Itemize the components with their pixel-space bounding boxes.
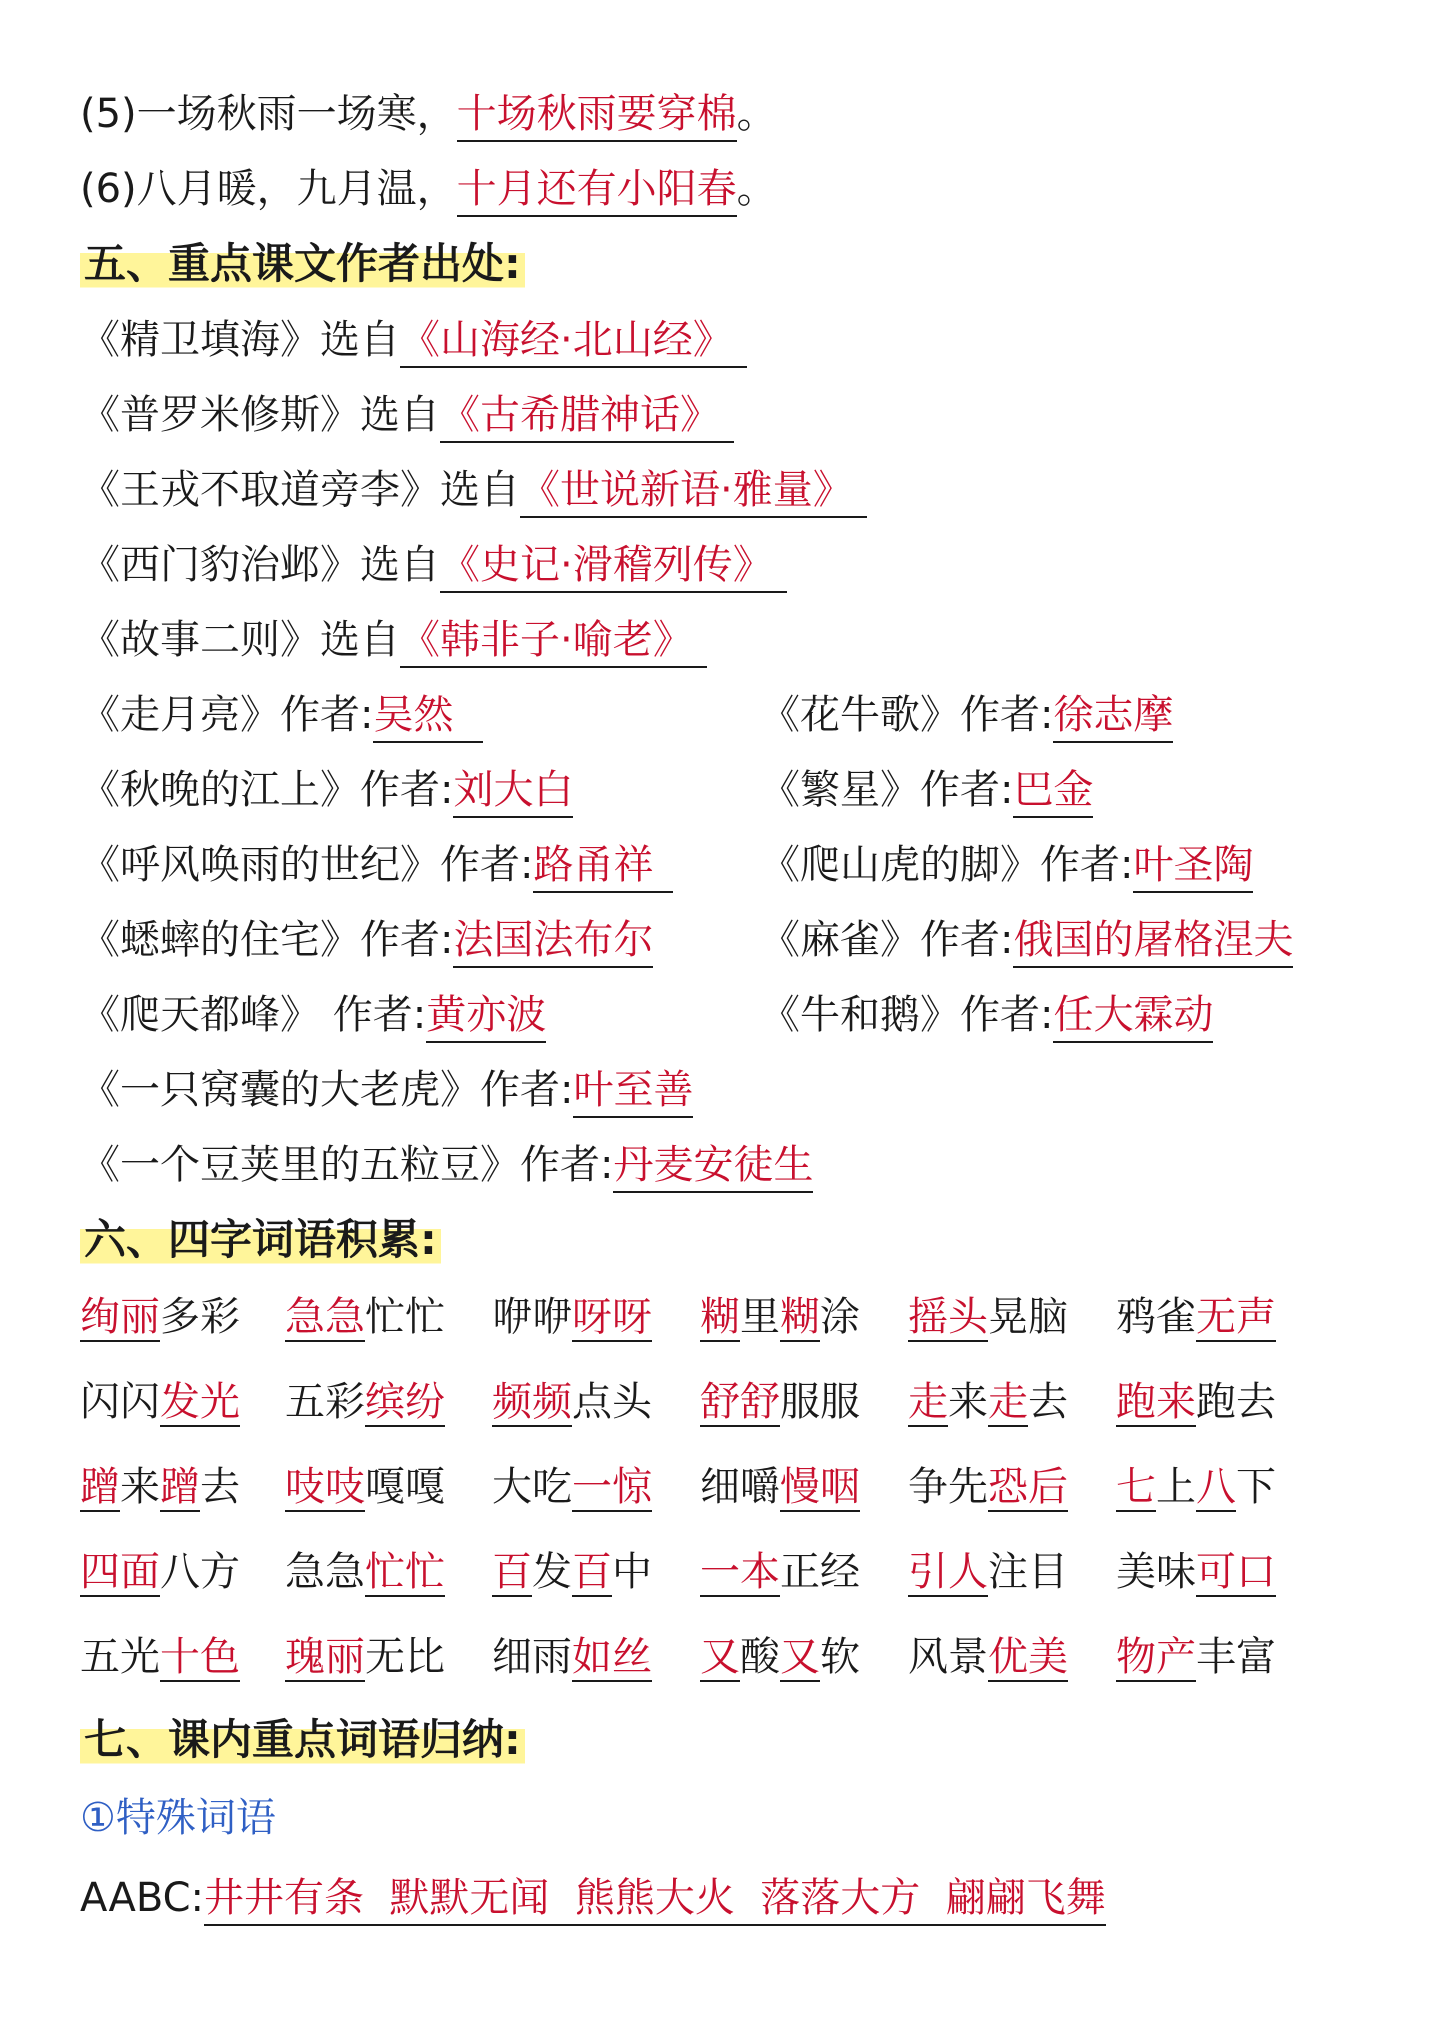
proverb-answer: 十场秋雨要穿棉 <box>457 89 737 142</box>
author-work: 《蟋蟀的住宅》作者: <box>80 917 454 963</box>
author-line <box>80 1062 693 1118</box>
idiom-item <box>1116 1547 1276 1597</box>
idiom-answer: 可口 <box>1196 1549 1276 1595</box>
idiom-item <box>492 1547 652 1597</box>
idiom-answer: 如丝 <box>572 1634 652 1680</box>
idiom-given: 去 <box>1028 1379 1068 1425</box>
author-line <box>760 837 1253 893</box>
author-answer: 吴然 <box>373 690 483 743</box>
idiom-given: 服服 <box>780 1379 860 1425</box>
proverb-prefix: (5)一场秋雨一场寒， <box>80 91 457 137</box>
idiom-given: 细嚼 <box>700 1464 780 1510</box>
idiom-item <box>908 1547 1068 1597</box>
idiom-item <box>700 1377 860 1427</box>
proverb-suffix: 。 <box>736 91 777 137</box>
source-line <box>80 462 867 518</box>
idiom-given: 风景 <box>908 1634 988 1680</box>
author-answer: 黄亦波 <box>426 990 546 1043</box>
idiom-answer: 走 <box>908 1379 948 1425</box>
idiom-answer: 无声 <box>1196 1294 1276 1340</box>
author-answer: 叶圣陶 <box>1133 840 1253 893</box>
idiom-item <box>1116 1377 1276 1427</box>
idiom-item <box>285 1632 445 1682</box>
author-work: 《走月亮》作者: <box>80 692 374 738</box>
aabc-words: 井井有条 默默无闻 熊熊大火 落落大方 翩翩飞舞 <box>204 1873 1106 1926</box>
idiom-item <box>492 1462 652 1512</box>
author-work: 《秋晚的江上》作者: <box>80 767 454 813</box>
idiom-given: 多彩 <box>160 1294 240 1340</box>
idiom-given: 点头 <box>572 1379 652 1425</box>
idiom-given: 中 <box>612 1549 652 1595</box>
idiom-item <box>80 1462 240 1512</box>
source-work: 《王戎不取道旁李》选自 <box>80 467 520 513</box>
author-line <box>80 987 546 1043</box>
idiom-given: 咿咿 <box>492 1294 572 1340</box>
idiom-answer: 走 <box>988 1379 1028 1425</box>
idiom-answer: 蹭 <box>160 1464 200 1510</box>
idiom-answer: 又 <box>780 1634 820 1680</box>
idiom-item <box>1116 1292 1276 1342</box>
idiom-given: 注目 <box>988 1549 1068 1595</box>
idiom-answer: 发光 <box>160 1379 240 1425</box>
author-line <box>80 687 483 743</box>
idiom-item <box>700 1632 860 1682</box>
idiom-item <box>908 1462 1068 1512</box>
idiom-given: 五彩 <box>285 1379 365 1425</box>
author-line <box>760 687 1173 743</box>
idiom-item <box>1116 1462 1276 1512</box>
idiom-item <box>285 1547 445 1597</box>
author-work: 《麻雀》作者: <box>760 917 1014 963</box>
source-line <box>80 612 707 668</box>
source-line <box>80 537 787 593</box>
source-work: 《普罗米修斯》选自 <box>80 392 440 438</box>
author-work: 《花牛歌》作者: <box>760 692 1054 738</box>
idiom-given: 下 <box>1236 1464 1276 1510</box>
idiom-item <box>700 1292 860 1342</box>
idiom-answer: 绚丽 <box>80 1294 160 1340</box>
source-work: 《故事二则》选自 <box>80 617 400 663</box>
idiom-answer: 一本 <box>700 1549 780 1595</box>
author-line <box>760 762 1093 818</box>
author-answer: 徐志摩 <box>1053 690 1173 743</box>
author-line <box>80 1137 813 1193</box>
idiom-given: 无比 <box>365 1634 445 1680</box>
source-line <box>80 387 734 443</box>
author-work: 《呼风唤雨的世纪》作者: <box>80 842 534 888</box>
idiom-answer: 七 <box>1116 1464 1156 1510</box>
idiom-item <box>80 1547 240 1597</box>
author-work: 《一个豆荚里的五粒豆》作者: <box>80 1142 614 1188</box>
idiom-given: 来 <box>120 1464 160 1510</box>
source-answer: 《古希腊神话》 <box>440 390 734 443</box>
source-answer: 《山海经·北山经》 <box>400 315 747 368</box>
idiom-given: 跑去 <box>1196 1379 1276 1425</box>
idiom-given: 争先 <box>908 1464 988 1510</box>
source-line <box>80 312 747 368</box>
proverb-prefix: (6)八月暖，九月温， <box>80 166 457 212</box>
idiom-given: 软 <box>820 1634 860 1680</box>
idiom-given: 五光 <box>80 1634 160 1680</box>
idiom-answer: 八 <box>1196 1464 1236 1510</box>
author-answer: 俄国的屠格涅夫 <box>1013 915 1293 968</box>
author-answer: 任大霖动 <box>1053 990 1213 1043</box>
source-work: 《精卫填海》选自 <box>80 317 400 363</box>
idiom-given: 去 <box>200 1464 240 1510</box>
aabc-line <box>80 1870 1106 1926</box>
author-line <box>80 912 653 968</box>
idiom-answer: 恐后 <box>988 1464 1068 1510</box>
author-work: 《一只窝囊的大老虎》作者: <box>80 1067 574 1113</box>
idiom-answer: 引人 <box>908 1549 988 1595</box>
author-line <box>80 837 673 893</box>
idiom-answer: 糊 <box>700 1294 740 1340</box>
section5-heading: 五、重点课文作者出处: <box>80 236 525 292</box>
idiom-item <box>492 1377 652 1427</box>
idiom-answer: 一惊 <box>572 1464 652 1510</box>
author-line <box>760 987 1213 1043</box>
source-answer: 《世说新语·雅量》 <box>520 465 867 518</box>
author-answer: 法国法布尔 <box>453 915 653 968</box>
idiom-item <box>1116 1632 1276 1682</box>
idiom-answer: 四面 <box>80 1549 160 1595</box>
idiom-item <box>285 1462 445 1512</box>
idiom-answer: 呀呀 <box>572 1294 652 1340</box>
idiom-given: 八方 <box>160 1549 240 1595</box>
idiom-given: 嘎嘎 <box>365 1464 445 1510</box>
section7-heading: 七、课内重点词语归纳: <box>80 1712 525 1768</box>
author-answer: 巴金 <box>1013 765 1093 818</box>
idiom-answer: 蹭 <box>80 1464 120 1510</box>
idiom-answer: 百 <box>572 1549 612 1595</box>
idiom-answer: 优美 <box>988 1634 1068 1680</box>
source-answer: 《史记·滑稽列传》 <box>440 540 787 593</box>
idiom-item <box>80 1377 240 1427</box>
idiom-given: 美味 <box>1116 1549 1196 1595</box>
idiom-answer: 摇头 <box>908 1294 988 1340</box>
idiom-given: 急急 <box>285 1549 365 1595</box>
idiom-answer: 频频 <box>492 1379 572 1425</box>
idiom-given: 上 <box>1156 1464 1196 1510</box>
author-work: 《牛和鹅》作者: <box>760 992 1054 1038</box>
idiom-given: 涂 <box>820 1294 860 1340</box>
idiom-answer: 急急 <box>285 1294 365 1340</box>
section6-heading: 六、四字词语积累: <box>80 1212 441 1268</box>
source-answer: 《韩非子·喻老》 <box>400 615 707 668</box>
idiom-given: 酸 <box>740 1634 780 1680</box>
idiom-item <box>492 1632 652 1682</box>
author-answer: 刘大白 <box>453 765 573 818</box>
idiom-given: 发 <box>532 1549 572 1595</box>
idiom-given: 大吃 <box>492 1464 572 1510</box>
idiom-answer: 舒舒 <box>700 1379 780 1425</box>
idiom-answer: 物产 <box>1116 1634 1196 1680</box>
idiom-answer: 百 <box>492 1549 532 1595</box>
idiom-item <box>80 1632 240 1682</box>
idiom-given: 来 <box>948 1379 988 1425</box>
idiom-answer: 慢咽 <box>780 1464 860 1510</box>
author-work: 《爬山虎的脚》作者: <box>760 842 1134 888</box>
idiom-given: 忙忙 <box>365 1294 445 1340</box>
idiom-given: 细雨 <box>492 1634 572 1680</box>
author-work: 《繁星》作者: <box>760 767 1014 813</box>
author-line <box>760 912 1293 968</box>
idiom-given: 里 <box>740 1294 780 1340</box>
section7-subtitle: ①特殊词语 <box>80 1795 276 1841</box>
proverb-line-6 <box>80 161 777 217</box>
idiom-item <box>80 1292 240 1342</box>
idiom-given: 鸦雀 <box>1116 1294 1196 1340</box>
idiom-answer: 十色 <box>160 1634 240 1680</box>
idiom-item <box>908 1377 1068 1427</box>
idiom-item <box>285 1377 445 1427</box>
idiom-item <box>908 1292 1068 1342</box>
idiom-given: 正经 <box>780 1549 860 1595</box>
idiom-item <box>492 1292 652 1342</box>
idiom-answer: 又 <box>700 1634 740 1680</box>
idiom-given: 丰富 <box>1196 1634 1276 1680</box>
idiom-answer: 糊 <box>780 1294 820 1340</box>
idiom-item <box>700 1462 860 1512</box>
idiom-item <box>700 1547 860 1597</box>
idiom-given: 闪闪 <box>80 1379 160 1425</box>
author-answer: 叶至善 <box>573 1065 693 1118</box>
proverb-line-5 <box>80 86 777 142</box>
idiom-answer: 跑来 <box>1116 1379 1196 1425</box>
idiom-answer: 瑰丽 <box>285 1634 365 1680</box>
idiom-item <box>908 1632 1068 1682</box>
idiom-answer: 缤纷 <box>365 1379 445 1425</box>
author-answer: 路甬祥 <box>533 840 673 893</box>
proverb-suffix: 。 <box>736 166 777 212</box>
proverb-answer: 十月还有小阳春 <box>457 164 737 217</box>
author-line <box>80 762 573 818</box>
idiom-item <box>285 1292 445 1342</box>
idiom-given: 晃脑 <box>988 1294 1068 1340</box>
idiom-answer: 忙忙 <box>365 1549 445 1595</box>
idiom-answer: 吱吱 <box>285 1464 365 1510</box>
author-answer: 丹麦安徒生 <box>613 1140 813 1193</box>
aabc-label: AABC: <box>80 1875 204 1921</box>
author-work: 《爬天都峰》 作者: <box>80 992 427 1038</box>
source-work: 《西门豹治邺》选自 <box>80 542 440 588</box>
